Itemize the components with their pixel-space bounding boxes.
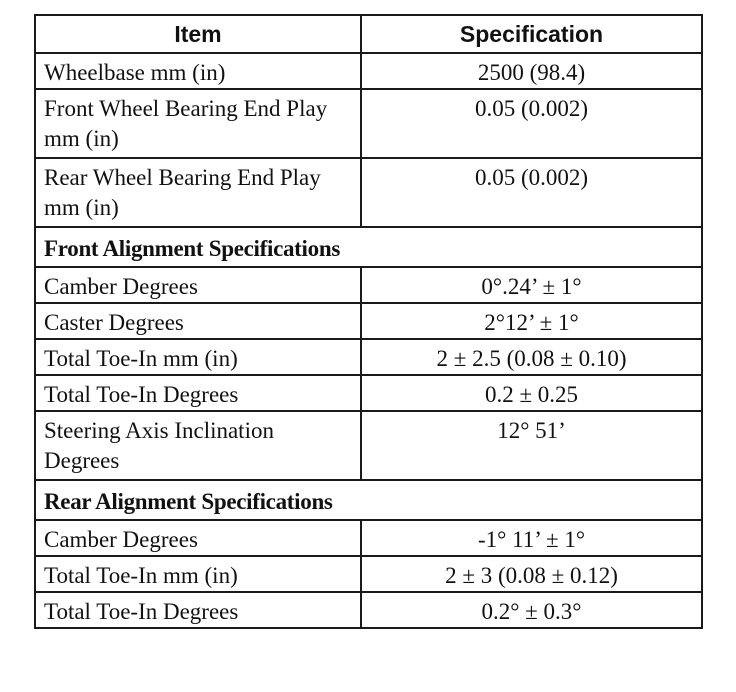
spec-cell: 0.05 (0.002)	[361, 89, 702, 158]
table-row	[35, 303, 702, 339]
table-row	[35, 556, 702, 592]
item-cell: Total Toe-In mm (in)	[35, 339, 361, 375]
item-cell: Front Wheel Bearing End Play mm (in)	[35, 89, 361, 158]
spec-cell: 2 ± 2.5 (0.08 ± 0.10)	[361, 339, 702, 375]
spec-cell: 2500 (98.4)	[361, 53, 702, 89]
column-header-item: Item	[35, 15, 361, 53]
item-cell: Total Toe-In Degrees	[35, 375, 361, 411]
spec-cell: 2 ± 3 (0.08 ± 0.12)	[361, 556, 702, 592]
spec-cell: 12° 51’	[361, 411, 702, 480]
section-title: Rear Alignment Specifications	[35, 480, 702, 520]
table-row	[35, 158, 702, 227]
item-cell: Camber Degrees	[35, 520, 361, 556]
section-header-rear-alignment	[35, 480, 702, 520]
table-row	[35, 375, 702, 411]
spec-cell: 0.2 ± 0.25	[361, 375, 702, 411]
column-header-specification: Specification	[361, 15, 702, 53]
spec-cell: 0.05 (0.002)	[361, 158, 702, 227]
section-title: Front Alignment Specifications	[35, 227, 702, 267]
specification-table	[34, 14, 703, 629]
item-cell: Wheelbase mm (in)	[35, 53, 361, 89]
table-row	[35, 53, 702, 89]
item-cell: Steering Axis Inclination Degrees	[35, 411, 361, 480]
table-row	[35, 339, 702, 375]
spec-cell: 2°12’ ± 1°	[361, 303, 702, 339]
table-row	[35, 89, 702, 158]
table-row	[35, 592, 702, 628]
item-cell: Total Toe-In Degrees	[35, 592, 361, 628]
table-row	[35, 267, 702, 303]
item-cell: Total Toe-In mm (in)	[35, 556, 361, 592]
spec-cell: 0.2° ± 0.3°	[361, 592, 702, 628]
item-cell: Rear Wheel Bearing End Play mm (in)	[35, 158, 361, 227]
item-cell: Caster Degrees	[35, 303, 361, 339]
section-header-front-alignment	[35, 227, 702, 267]
spec-cell: -1° 11’ ± 1°	[361, 520, 702, 556]
item-cell: Camber Degrees	[35, 267, 361, 303]
table-row	[35, 411, 702, 480]
spec-cell: 0°.24’ ± 1°	[361, 267, 702, 303]
table-row	[35, 520, 702, 556]
table-header-row	[35, 15, 702, 53]
